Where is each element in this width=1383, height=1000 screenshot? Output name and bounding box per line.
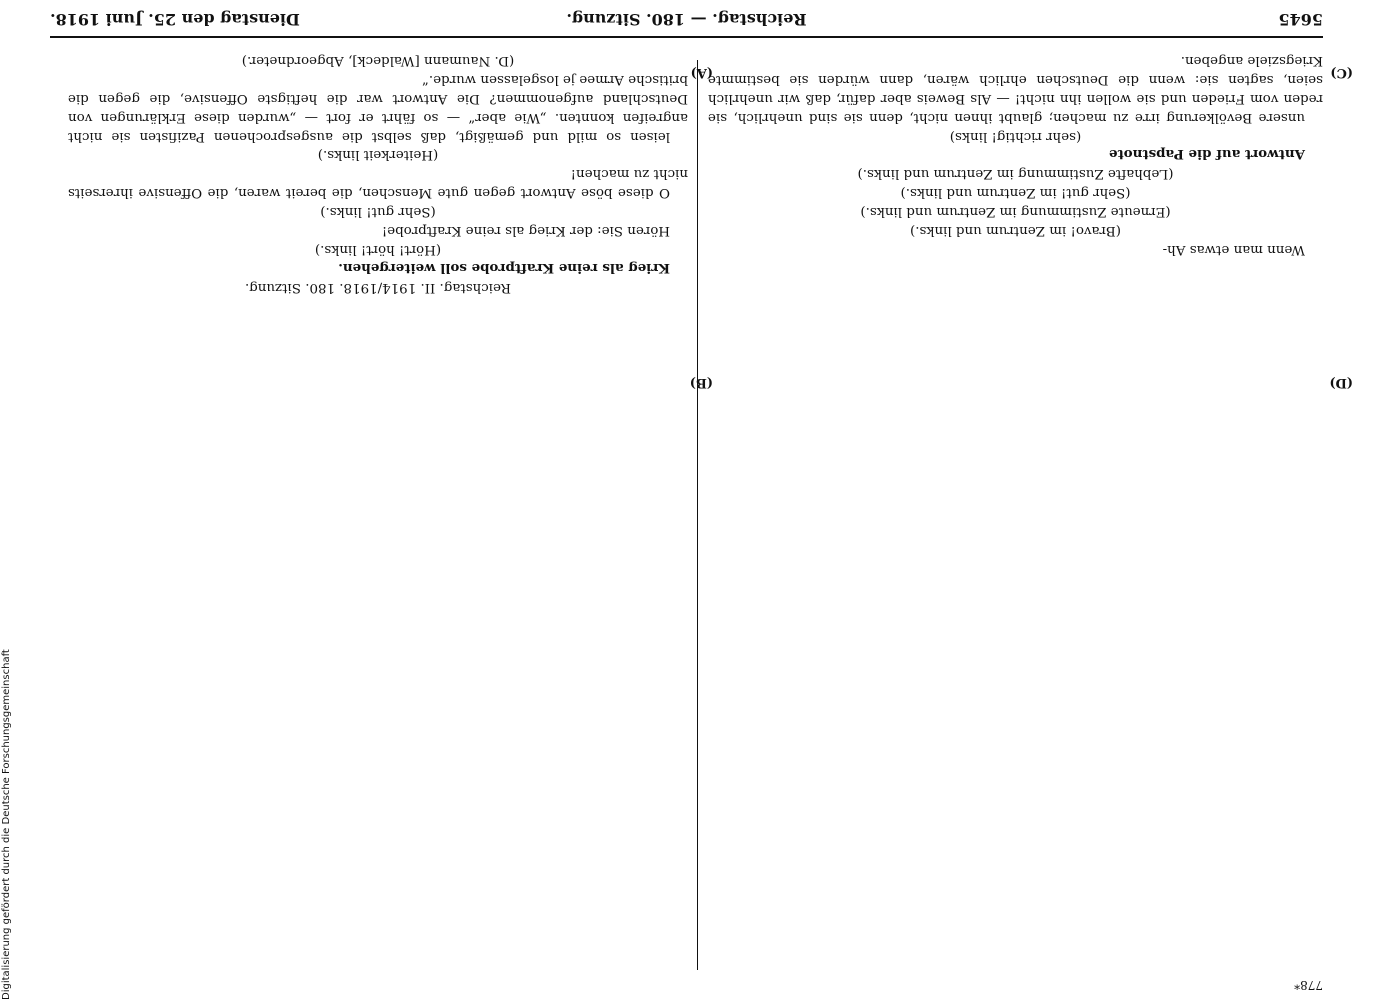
catchword: 778* [1294,978,1323,992]
paragraph: unsere Bevölkerung irre zu machen; glaubt ihnen nicht, denn sie sind unehrlich, sie reden vom Frieden und sie wollen ihn nicht! — Als Beweis aber dafür, daß wir unehrlich seien, sagten sie: wenn die Deutschen ehrlich wären, dann würden sie bestimmte Kriegsziele angeben. [708,52,1323,125]
running-title: Reichstag. — 180. Sitzung. [566,10,807,30]
column-divider [697,60,698,970]
page-number: 5645 [1278,10,1323,30]
margin-letter-d: (D) [1329,375,1353,390]
signature-line: Reichstag. II. 1914/1918. 180. Sitzung. [244,279,512,295]
paragraph: leisen so mild und gemäßigt, daß selbst die ausgesprochenen Pazifisten sie nicht angreifen konnten. „Wie aber“ — so fährt er fort — „wurden diese Erklärungen von Deutschland aufgenommen? Die Antwort war die heftigste Offensive, die gegen die britische Armee je losgelassen wurde.“ [68,71,688,144]
emphasis-line: Antwort auf die Papstnote [1109,146,1305,163]
interjection: (Lebhafte Zustimmung im Zentrum und links.) [857,166,1174,182]
paragraph: Hören Sie: der Krieg als reine Kraftprobe! [381,223,670,239]
speaker-line: (D. Naumann [Waldeck], Abgeordneter.) [241,52,515,68]
right-text-column [708,50,1323,970]
session-date: Dienstag den 25. Juni 1918. [50,10,300,30]
margin-letter-a: (A) [690,65,713,80]
interjection: (Erneute Zustimmung im Zentrum und links.) [860,204,1171,220]
header-rule [50,36,1323,38]
page-footer [50,974,1323,992]
left-text-column [68,50,688,970]
emphasis-line: Krieg als reine Kraftprobe soll weitergehen. [338,259,670,276]
margin-letter-c: (C) [1330,65,1353,80]
interjection: (Heiterkeit links.) [317,147,439,163]
interjection: (Sehr gut! im Zentrum und links.) [900,185,1131,201]
interjection: (Sehr gut! links.) [320,204,436,220]
paragraph: O diese böse Antwort gegen gute Menschen, die bereit waren, die Offensive ihrerseits nicht zu machen! [68,166,688,201]
interjection: (sehr richtig! links) [949,128,1082,144]
page-header [50,8,1323,32]
margin-letter-b: (B) [689,375,713,390]
interjection: (Hört! hört! links.) [314,241,442,257]
paragraph: Wenn man etwas Ah- [1162,241,1305,257]
digitization-credit: Digitalisierung gefördert durch die Deutsche Forschungsgemeinschaft [1,649,12,1000]
interjection: (Bravo! im Zentrum und links.) [910,223,1121,239]
